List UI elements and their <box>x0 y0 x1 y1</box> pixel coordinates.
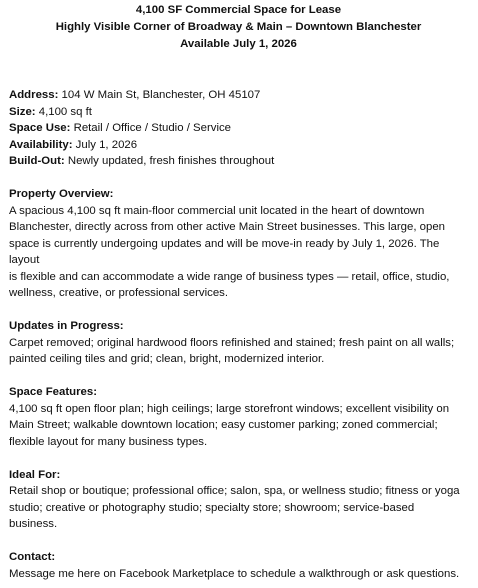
key-facts <box>9 87 468 170</box>
fact-size <box>9 104 468 121</box>
section-line: Carpet removed; original hardwood floors refinished and stained; fresh paint on all walls; <box>9 336 455 349</box>
section-line: space is currently undergoing updates and will be move-in ready by July 1, 2026. The layout <box>9 237 440 266</box>
section-line: wellness, creative, or professional services. <box>9 287 229 299</box>
section-line: business. <box>9 518 58 530</box>
section-line: studio; creative or photography studio; specialty store; showroom; service-based <box>9 501 415 514</box>
section-property-overview <box>9 186 468 302</box>
section-line: Retail shop or boutique; professional office; salon, spa, or wellness studio; fitness or yoga <box>9 485 460 497</box>
fact-label: Address: <box>9 89 59 101</box>
fact-space-use <box>9 120 468 137</box>
section-heading: Property Overview: <box>9 188 114 200</box>
listing-subtitle: Highly Visible Corner of Broadway & Main – Downtown Blanchester <box>55 21 422 33</box>
section-line: is flexible and can accommodate a wide range of business types — retail, office, studio, <box>9 270 450 283</box>
listing-header <box>9 2 468 53</box>
fact-label: Size: <box>9 105 36 118</box>
section-ideal-for <box>9 467 468 533</box>
section-line: A spacious 4,100 sq ft main-floor commercial unit located in the heart of downtown <box>9 204 425 217</box>
fact-value: July 1, 2026 <box>72 138 138 151</box>
listing-title: 4,100 SF Commercial Space for Lease <box>135 4 342 16</box>
section-line: Message me here on Facebook Marketplace to schedule a walkthrough or ask questions. <box>9 567 460 580</box>
section-heading: Contact: <box>9 551 56 563</box>
section-heading: Updates in Progress: <box>9 320 124 332</box>
listing-availability-heading: Available July 1, 2026 <box>180 38 297 50</box>
section-heading: Space Features: <box>9 386 97 398</box>
section-space-features <box>9 384 468 450</box>
fact-value: Newly updated, fresh finishes throughout <box>64 155 275 167</box>
section-heading: Ideal For: <box>9 468 61 481</box>
fact-value: 104 W Main St, Blanchester, OH 45107 <box>58 89 261 101</box>
fact-label: Space Use: <box>9 122 71 134</box>
fact-value: Retail / Office / Studio / Service <box>70 122 232 134</box>
section-contact <box>9 549 468 582</box>
section-line: Blanchester, directly across from other active Main Street businesses. This large, open <box>9 221 446 233</box>
fact-address <box>9 87 468 104</box>
fact-build-out <box>9 153 468 170</box>
section-line: Main Street; walkable downtown location; easy customer parking; zoned commercial; <box>9 419 438 431</box>
fact-availability <box>9 137 468 154</box>
fact-value: 4,100 sq ft <box>35 105 92 118</box>
section-line: 4,100 sq ft open floor plan; high ceilings; large storefront windows; excellent visibility on <box>9 402 450 415</box>
section-line: flexible layout for many business types. <box>9 435 208 448</box>
section-line: painted ceiling tiles and grid; clean, bright, modernized interior. <box>9 353 325 365</box>
fact-label: Build-Out: <box>9 155 65 167</box>
section-updates-in-progress <box>9 318 468 368</box>
fact-label: Availability: <box>9 138 73 151</box>
